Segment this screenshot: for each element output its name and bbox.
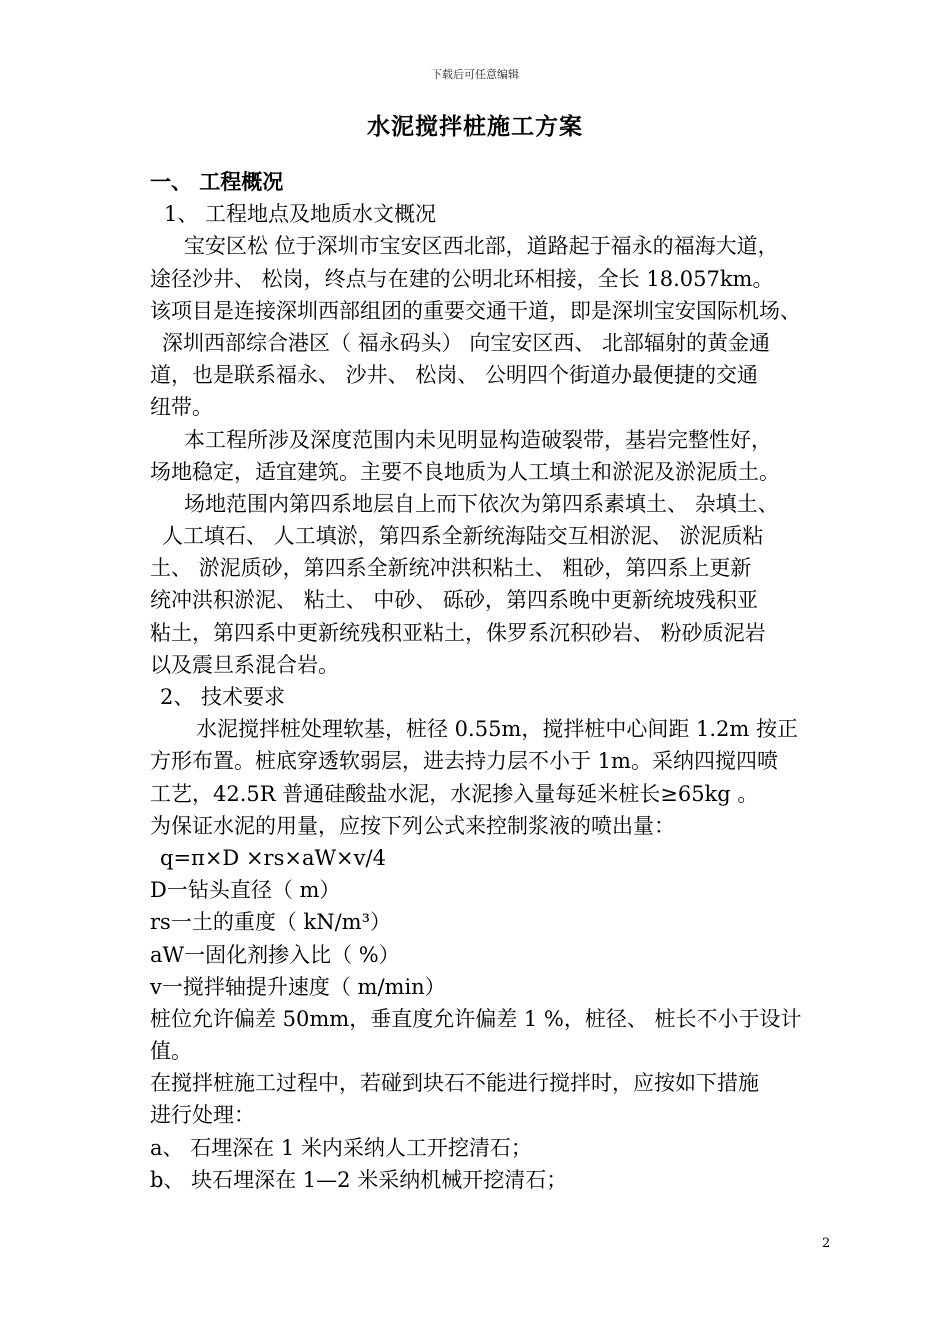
paragraph-line: 深圳西部综合港区（ 福永码头） 向宝安区西、 北部辐射的黄金通: [162, 330, 771, 355]
paragraph-line: 土、 淤泥质砂，第四系全新统冲洪积粘土、 粗砂，第四系上更新: [150, 556, 752, 581]
document-body: [150, 166, 840, 1196]
paragraph-line: 进行处理：: [150, 1103, 255, 1128]
paragraph-line: 宝安区松 位于深圳市宝安区西北部，道路起于福永的福海大道，: [184, 234, 779, 259]
paragraph-line: 场地稳定，适宜建筑。主要不良地质为人工填土和淤泥及淤泥质土。: [150, 459, 780, 484]
paragraph-line: 人工填石、 人工填淤，第四系全新统海陆交互相淤泥、 淤泥质粘: [162, 524, 764, 549]
paragraph-line: 道，也是联系福永、 沙井、 松岗、 公明四个街道办最便捷的交通: [150, 363, 759, 388]
paragraph-line: 本工程所涉及深度范围内未见明显构造破裂带，基岩完整性好，: [184, 427, 772, 452]
page-header: 下载后可任意编辑: [431, 68, 519, 81]
subsection-heading: 2、 技术要求: [160, 685, 286, 709]
paragraph-line: 统冲洪积淤泥、 粘土、 中砂、 砾砂，第四系晚中更新统坡残积亚: [150, 588, 759, 613]
paragraph-line: 值。: [150, 1039, 192, 1064]
page-number: 2: [822, 1236, 831, 1251]
document-title: 水泥搅拌桩施工方案: [367, 114, 583, 140]
paragraph-line: 在搅拌桩施工过程中，若碰到块石不能进行搅拌时，应按如下措施: [150, 1071, 759, 1096]
formula-definition: aW一固化剂掺入比（ %）: [150, 942, 400, 967]
formula-definition: D一钻头直径（ m）: [150, 878, 341, 903]
paragraph-line: 为保证水泥的用量，应按下列公式来控制浆液的喷出量：: [150, 813, 675, 838]
paragraph-line: 桩位允许偏差 50mm，垂直度允许偏差 1 %，桩径、 桩长不小于设计: [150, 1006, 802, 1031]
paragraph-line: 该项目是连接深圳西部组团的重要交通干道，即是深圳宝安国际机场、: [150, 298, 801, 323]
paragraph-line: 途径沙井、 松岗，终点与在建的公明北环相接，全长 18.057km。: [150, 266, 774, 291]
paragraph-line: 工艺，42.5R 普通硅酸盐水泥，水泥掺入量每延米桩长≥65kg 。: [150, 781, 759, 806]
paragraph-line: 纽带。: [150, 395, 213, 420]
paragraph-line: 以及震旦系混合岩。: [150, 652, 339, 677]
list-item: b、 块石埋深在 1—2 米采纳机械开挖清石；: [150, 1167, 568, 1192]
paragraph-line: 粘土，第四系中更新统残积亚粘土，侏罗系沉积砂岩、 粉砂质泥岩: [150, 620, 766, 645]
formula-line: q=π×D ×rs×aW×v/4: [160, 845, 386, 870]
formula-definition: v一搅拌轴提升速度（ m/min）: [150, 974, 446, 999]
subsection-heading: 1、 工程地点及地质水文概况: [164, 202, 437, 227]
paragraph-line: 场地范围内第四系地层自上而下依次为第四系素填土、 杂填土、: [184, 491, 779, 516]
section-heading: 一、 工程概况: [150, 170, 284, 194]
list-item: a、 石埋深在 1 米内采纳人工开挖清石；: [150, 1135, 532, 1160]
paragraph-line: 方形布置。桩底穿透软弱层，进去持力层不小于 1m。采纳四搅四喷: [150, 749, 778, 774]
paragraph-line: 水泥搅拌桩处理软基，桩径 0.55m，搅拌桩中心间距 1.2m 按正: [196, 717, 799, 742]
formula-definition: rs一土的重度（ kN/m³）: [150, 910, 391, 935]
